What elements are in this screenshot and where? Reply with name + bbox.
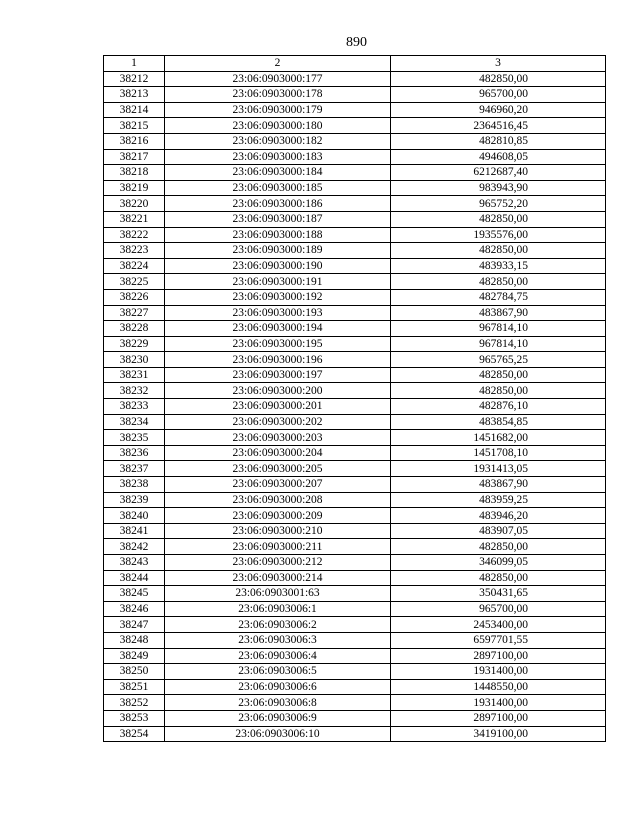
row-number-cell: 38238 [104, 477, 165, 493]
table-row [104, 258, 606, 274]
cadastral-number-cell: 23:06:0903006:3 [165, 632, 391, 648]
cadastral-number-cell: 23:06:0903000:192 [165, 289, 391, 305]
table-row [104, 523, 606, 539]
row-number-cell: 38242 [104, 539, 165, 555]
cadastral-number-cell: 23:06:0903006:9 [165, 710, 391, 726]
cadastral-number-cell: 23:06:0903000:193 [165, 305, 391, 321]
cadastral-value-cell: 946960,20 [391, 102, 606, 118]
table-row [104, 570, 606, 586]
cadastral-number-cell: 23:06:0903000:179 [165, 102, 391, 118]
row-number-cell: 38253 [104, 710, 165, 726]
cadastral-value-cell: 482784,75 [391, 289, 606, 305]
row-number-cell: 38223 [104, 243, 165, 259]
cadastral-value-cell: 1931413,05 [391, 461, 606, 477]
cadastral-value-cell: 6597701,55 [391, 632, 606, 648]
cadastral-number-cell: 23:06:0903000:211 [165, 539, 391, 555]
table-row [104, 430, 606, 446]
table-row [104, 289, 606, 305]
cadastral-number-cell: 23:06:0903000:184 [165, 165, 391, 181]
cadastral-value-cell: 483946,20 [391, 508, 606, 524]
row-number-cell: 38217 [104, 149, 165, 165]
row-number-cell: 38246 [104, 601, 165, 617]
cadastral-number-cell: 23:06:0903000:197 [165, 367, 391, 383]
cadastral-value-cell: 483854,85 [391, 414, 606, 430]
cadastral-value-cell: 482850,00 [391, 274, 606, 290]
table-row [104, 586, 606, 602]
cadastral-value-cell: 967814,10 [391, 336, 606, 352]
table-row [104, 305, 606, 321]
cadastral-value-cell: 482850,00 [391, 383, 606, 399]
cadastral-value-cell: 482876,10 [391, 399, 606, 415]
row-number-cell: 38214 [104, 102, 165, 118]
table-row [104, 149, 606, 165]
cadastral-number-cell: 23:06:0903000:212 [165, 555, 391, 571]
cadastral-value-cell: 1931400,00 [391, 664, 606, 680]
row-number-cell: 38231 [104, 367, 165, 383]
table-row [104, 461, 606, 477]
cadastral-number-cell: 23:06:0903006:4 [165, 648, 391, 664]
cadastral-value-cell: 3419100,00 [391, 726, 606, 742]
cadastral-number-cell: 23:06:0903000:190 [165, 258, 391, 274]
row-number-cell: 38216 [104, 133, 165, 149]
table-row [104, 274, 606, 290]
table-row [104, 648, 606, 664]
table-row [104, 601, 606, 617]
cadastral-number-cell: 23:06:0903006:10 [165, 726, 391, 742]
cadastral-value-cell: 2897100,00 [391, 710, 606, 726]
cadastral-value-cell: 965765,25 [391, 352, 606, 368]
row-number-cell: 38252 [104, 695, 165, 711]
row-number-cell: 38240 [104, 508, 165, 524]
cadastral-number-cell: 23:06:0903000:188 [165, 227, 391, 243]
cadastral-number-cell: 23:06:0903000:201 [165, 399, 391, 415]
table-row [104, 695, 606, 711]
row-number-cell: 38236 [104, 445, 165, 461]
table-row [104, 399, 606, 415]
cadastral-number-cell: 23:06:0903000:178 [165, 87, 391, 103]
table-row [104, 118, 606, 134]
header-row [104, 56, 606, 72]
cadastral-value-cell: 1935576,00 [391, 227, 606, 243]
cadastral-number-cell: 23:06:0903000:208 [165, 492, 391, 508]
cadastral-number-cell: 23:06:0903006:6 [165, 679, 391, 695]
cadastral-value-cell: 482850,00 [391, 71, 606, 87]
row-number-cell: 38221 [104, 211, 165, 227]
cadastral-number-cell: 23:06:0903000:202 [165, 414, 391, 430]
row-number-cell: 38247 [104, 617, 165, 633]
row-number-cell: 38249 [104, 648, 165, 664]
row-number-cell: 38225 [104, 274, 165, 290]
cadastral-number-cell: 23:06:0903000:195 [165, 336, 391, 352]
table-row [104, 445, 606, 461]
cadastral-number-cell: 23:06:0903000:205 [165, 461, 391, 477]
cadastral-number-cell: 23:06:0903000:189 [165, 243, 391, 259]
row-number-cell: 38233 [104, 399, 165, 415]
row-number-cell: 38244 [104, 570, 165, 586]
cadastral-number-cell: 23:06:0903006:1 [165, 601, 391, 617]
cadastral-number-cell: 23:06:0903000:214 [165, 570, 391, 586]
cadastral-value-cell: 482850,00 [391, 367, 606, 383]
row-number-cell: 38220 [104, 196, 165, 212]
cadastral-number-cell: 23:06:0903000:194 [165, 321, 391, 337]
row-number-cell: 38248 [104, 632, 165, 648]
cadastral-value-cell: 482850,00 [391, 243, 606, 259]
table-row [104, 102, 606, 118]
cadastral-number-cell: 23:06:0903000:183 [165, 149, 391, 165]
table-row [104, 367, 606, 383]
table-row [104, 617, 606, 633]
cadastral-value-cell: 494608,05 [391, 149, 606, 165]
cadastral-value-table [103, 55, 606, 742]
row-number-cell: 38218 [104, 165, 165, 181]
cadastral-value-cell: 6212687,40 [391, 165, 606, 181]
row-number-cell: 38234 [104, 414, 165, 430]
cadastral-value-cell: 967814,10 [391, 321, 606, 337]
row-number-cell: 38213 [104, 87, 165, 103]
table-row [104, 133, 606, 149]
cadastral-value-cell: 482850,00 [391, 211, 606, 227]
table-row [104, 180, 606, 196]
cadastral-value-cell: 346099,05 [391, 555, 606, 571]
cadastral-number-cell: 23:06:0903000:200 [165, 383, 391, 399]
table-row [104, 477, 606, 493]
cadastral-value-cell: 483933,15 [391, 258, 606, 274]
table-row [104, 165, 606, 181]
cadastral-number-cell: 23:06:0903000:187 [165, 211, 391, 227]
cadastral-number-cell: 23:06:0903006:8 [165, 695, 391, 711]
table-row [104, 492, 606, 508]
cadastral-number-cell: 23:06:0903000:186 [165, 196, 391, 212]
cadastral-value-cell: 983943,90 [391, 180, 606, 196]
table-row [104, 227, 606, 243]
cadastral-value-cell: 482850,00 [391, 539, 606, 555]
row-number-cell: 38250 [104, 664, 165, 680]
cadastral-value-cell: 483959,25 [391, 492, 606, 508]
cadastral-value-cell: 965752,20 [391, 196, 606, 212]
cadastral-number-cell: 23:06:0903000:203 [165, 430, 391, 446]
cadastral-value-cell: 2453400,00 [391, 617, 606, 633]
column-header-1: 1 [104, 56, 165, 72]
table-row [104, 414, 606, 430]
row-number-cell: 38232 [104, 383, 165, 399]
cadastral-value-cell: 350431,65 [391, 586, 606, 602]
cadastral-value-cell: 482810,85 [391, 133, 606, 149]
row-number-cell: 38251 [104, 679, 165, 695]
cadastral-value-cell: 965700,00 [391, 87, 606, 103]
row-number-cell: 38215 [104, 118, 165, 134]
page-number: 890 [346, 35, 367, 50]
row-number-cell: 38239 [104, 492, 165, 508]
row-number-cell: 38219 [104, 180, 165, 196]
table-row [104, 211, 606, 227]
cadastral-value-cell: 1931400,00 [391, 695, 606, 711]
cadastral-number-cell: 23:06:0903000:182 [165, 133, 391, 149]
row-number-cell: 38237 [104, 461, 165, 477]
cadastral-value-cell: 483867,90 [391, 477, 606, 493]
cadastral-value-cell: 1451682,00 [391, 430, 606, 446]
row-number-cell: 38254 [104, 726, 165, 742]
row-number-cell: 38230 [104, 352, 165, 368]
table-row [104, 196, 606, 212]
table-row [104, 336, 606, 352]
table-row [104, 539, 606, 555]
row-number-cell: 38226 [104, 289, 165, 305]
table-row [104, 508, 606, 524]
cadastral-number-cell: 23:06:0903000:180 [165, 118, 391, 134]
cadastral-value-cell: 1448550,00 [391, 679, 606, 695]
cadastral-number-cell: 23:06:0903000:191 [165, 274, 391, 290]
table-body [104, 71, 606, 742]
row-number-cell: 38235 [104, 430, 165, 446]
row-number-cell: 38245 [104, 586, 165, 602]
cadastral-value-cell: 482850,00 [391, 570, 606, 586]
column-header-3: 3 [391, 56, 606, 72]
table-row [104, 383, 606, 399]
cadastral-number-cell: 23:06:0903000:207 [165, 477, 391, 493]
table-row [104, 664, 606, 680]
table-header [104, 56, 606, 72]
table-row [104, 679, 606, 695]
cadastral-number-cell: 23:06:0903001:63 [165, 586, 391, 602]
row-number-cell: 38227 [104, 305, 165, 321]
cadastral-number-cell: 23:06:0903006:2 [165, 617, 391, 633]
cadastral-number-cell: 23:06:0903000:209 [165, 508, 391, 524]
cadastral-value-cell: 483867,90 [391, 305, 606, 321]
table-row [104, 321, 606, 337]
cadastral-value-cell: 1451708,10 [391, 445, 606, 461]
table-row [104, 243, 606, 259]
row-number-cell: 38243 [104, 555, 165, 571]
row-number-cell: 38212 [104, 71, 165, 87]
column-header-2: 2 [165, 56, 391, 72]
cadastral-number-cell: 23:06:0903000:177 [165, 71, 391, 87]
row-number-cell: 38228 [104, 321, 165, 337]
table-row [104, 352, 606, 368]
row-number-cell: 38224 [104, 258, 165, 274]
cadastral-number-cell: 23:06:0903000:204 [165, 445, 391, 461]
table-row [104, 632, 606, 648]
cadastral-value-cell: 2364516,45 [391, 118, 606, 134]
cadastral-number-cell: 23:06:0903000:196 [165, 352, 391, 368]
cadastral-number-cell: 23:06:0903000:185 [165, 180, 391, 196]
table-row [104, 87, 606, 103]
row-number-cell: 38222 [104, 227, 165, 243]
table-row [104, 71, 606, 87]
cadastral-number-cell: 23:06:0903006:5 [165, 664, 391, 680]
cadastral-value-cell: 483907,05 [391, 523, 606, 539]
table-row [104, 726, 606, 742]
table-row [104, 710, 606, 726]
table-row [104, 555, 606, 571]
cadastral-value-cell: 965700,00 [391, 601, 606, 617]
row-number-cell: 38229 [104, 336, 165, 352]
cadastral-value-cell: 2897100,00 [391, 648, 606, 664]
row-number-cell: 38241 [104, 523, 165, 539]
cadastral-number-cell: 23:06:0903000:210 [165, 523, 391, 539]
